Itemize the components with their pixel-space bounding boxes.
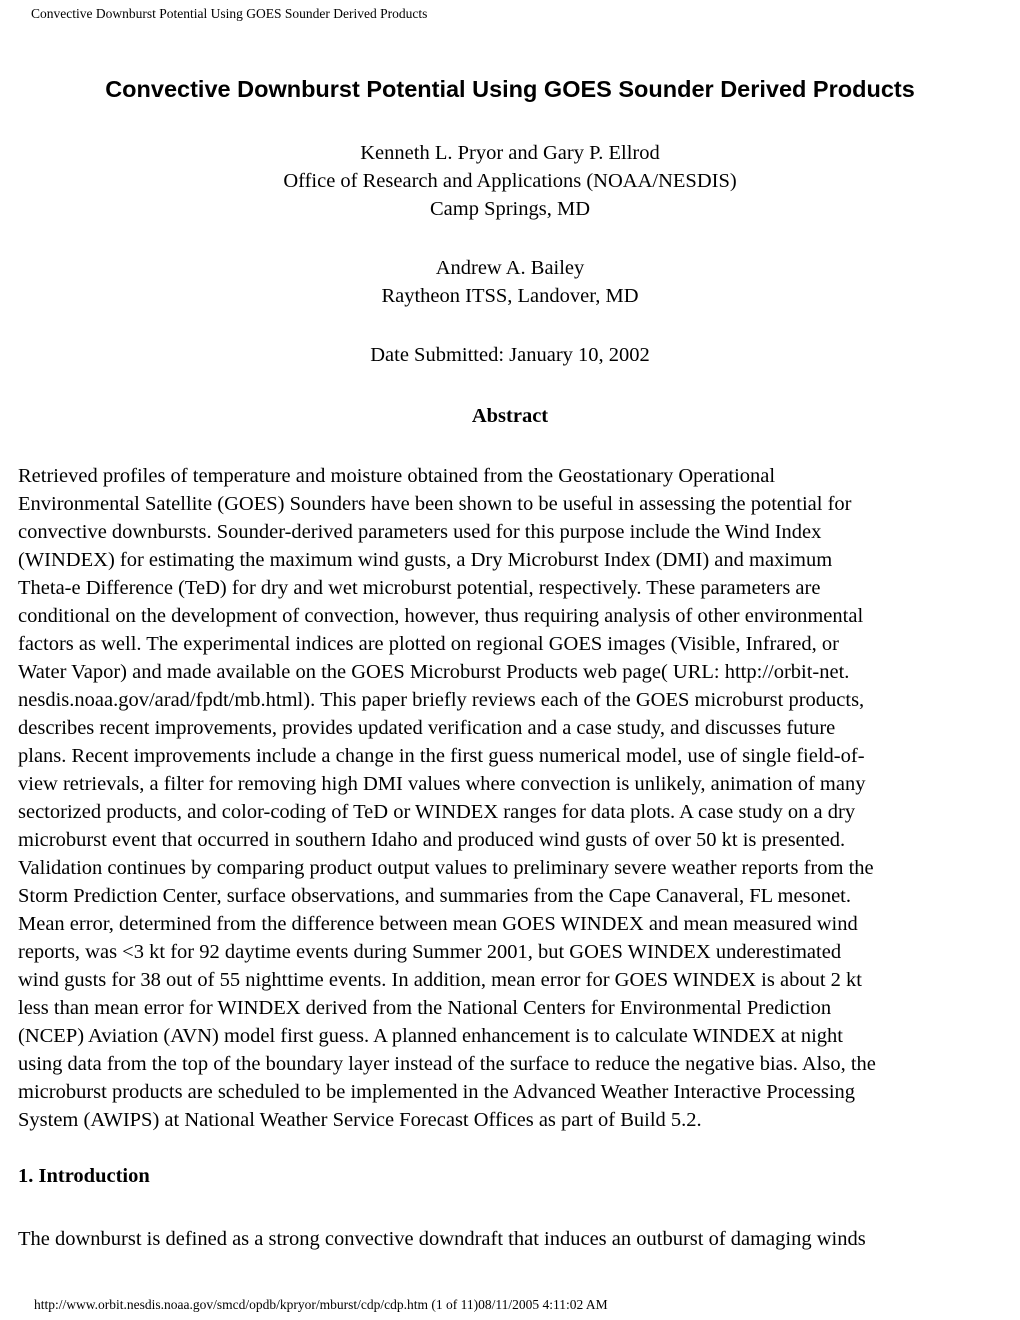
text-line: using data from the top of the boundary layer instead of the surface to reduce the negative bias. Also, the — [18, 1053, 876, 1075]
text-line: Theta-e Difference (TeD) for dry and wet microburst potential, respectively. These parameters are — [18, 577, 821, 599]
text-line: Water Vapor) and made available on the GOES Microburst Products web page( URL: http://orbit-net. — [18, 661, 850, 683]
text-line: Validation continues by comparing product output values to preliminary severe weather reports from the — [18, 857, 874, 879]
text-line: Mean error, determined from the difference between mean GOES WINDEX and mean measured wind — [18, 913, 858, 935]
text-line: (NCEP) Aviation (AVN) model first guess. A planned enhancement is to calculate WINDEX at night — [18, 1025, 843, 1047]
text-line: reports, was <3 kt for 92 daytime events during Summer 2001, but GOES WINDEX underestimated — [18, 941, 842, 963]
text-line: less than mean error for WINDEX derived from the National Centers for Environmental Prediction — [18, 997, 832, 1019]
running-footer: http://www.orbit.nesdis.noaa.gov/smcd/opdb/kpryor/mburst/cdp/cdp.htm (1 of 11)08/11/2005 4:11:02 AM — [34, 1297, 608, 1312]
section-heading: 1. Introduction — [18, 1165, 150, 1187]
text-line: Storm Prediction Center, surface observations, and summaries from the Cape Canaveral, FL mesonet. — [18, 885, 852, 907]
text-line: describes recent improvements, provides updated verification and a case study, and discusses future — [18, 717, 836, 739]
date-submitted: Date Submitted: January 10, 2002 — [370, 344, 650, 366]
abstract-body — [18, 462, 1018, 1134]
paper-title: Convective Downburst Potential Using GOES Sounder Derived Products — [105, 76, 915, 102]
text-line: wind gusts for 38 out of 55 nighttime events. In addition, mean error for GOES WINDEX is about 2 kt — [18, 969, 862, 991]
text-line: plans. Recent improvements include a change in the first guess numerical model, use of single field-of- — [18, 745, 865, 767]
text-line: The downburst is defined as a strong convective downdraft that induces an outburst of damaging winds — [18, 1228, 866, 1250]
authors: Kenneth L. Pryor and Gary P. Ellrod — [360, 142, 660, 164]
text-line: microburst products are scheduled to be implemented in the Advanced Weather Interactive Processing — [18, 1081, 856, 1103]
text-line: microburst event that occurred in southern Idaho and produced wind gusts of over 50 kt is presented. — [18, 829, 846, 851]
author-block-1 — [0, 139, 1020, 223]
author: Andrew A. Bailey — [435, 257, 585, 279]
running-header: Convective Downburst Potential Using GOES Sounder Derived Products — [31, 6, 428, 21]
text-line: view retrievals, a filter for removing high DMI values where convection is unlikely, animation of many — [18, 773, 866, 795]
text-line: factors as well. The experimental indices are plotted on regional GOES images (Visible, Infrared, or — [18, 633, 839, 655]
location: Camp Springs, MD — [429, 198, 591, 220]
text-line: Environmental Satellite (GOES) Sounders have been shown to be useful in assessing the potential for — [18, 493, 852, 515]
text-line: nesdis.noaa.gov/arad/fpdt/mb.html). This paper briefly reviews each of the GOES microburst products, — [18, 689, 865, 711]
text-line: (WINDEX) for estimating the maximum wind gusts, a Dry Microburst Index (DMI) and maximum — [18, 549, 833, 571]
text-line: convective downbursts. Sounder-derived parameters used for this purpose include the Wind Index — [18, 521, 822, 543]
author-block-2 — [0, 254, 1020, 310]
text-line: System (AWIPS) at National Weather Service Forecast Offices as part of Build 5.2. — [18, 1109, 702, 1131]
text-line: Retrieved profiles of temperature and moisture obtained from the Geostationary Operational — [18, 465, 776, 487]
text-line: conditional on the development of convection, however, thus requiring analysis of other environmental — [18, 605, 864, 627]
affiliation: Office of Research and Applications (NOAA/NESDIS) — [283, 170, 737, 192]
abstract-heading: Abstract — [471, 405, 549, 427]
affiliation: Raytheon ITSS, Landover, MD — [381, 285, 639, 307]
text-line: sectorized products, and color-coding of TeD or WINDEX ranges for data plots. A case study on a dry — [18, 801, 856, 823]
intro-body — [18, 1225, 866, 1253]
